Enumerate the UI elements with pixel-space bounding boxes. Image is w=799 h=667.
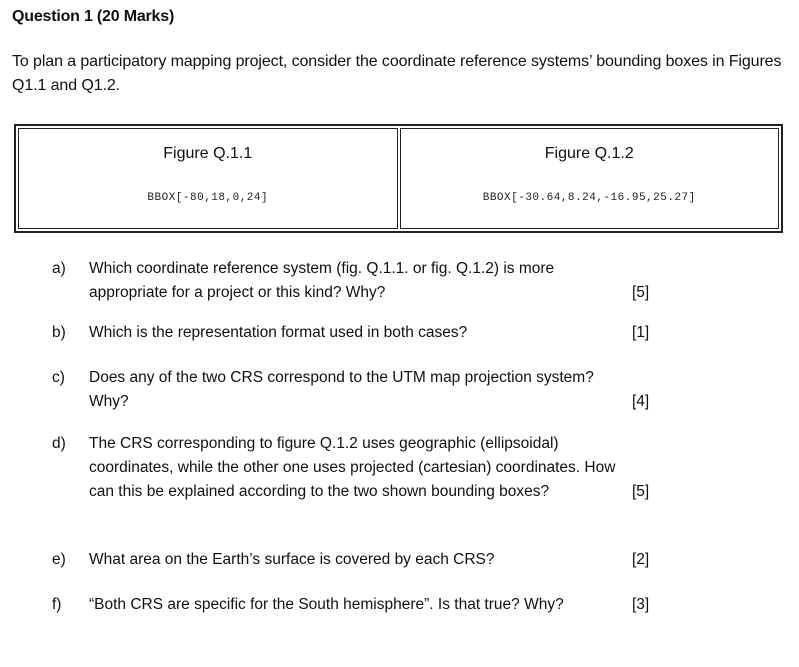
question-marks: [5] [632,483,650,500]
figure-caption: Figure Q.1.2 [544,145,634,162]
question-label: e) [52,551,66,568]
question-e [52,548,672,572]
question-text: Which coordinate reference system (fig. Q.1.1. or fig. Q.1.2) is more appropriate for a project or this kind? Why? [89,260,555,301]
question-marks: [4] [632,393,650,410]
question-label: b) [52,324,66,341]
question-marks: [5] [632,284,650,301]
bbox-text: BBOX[-80,18,0,24] [147,192,269,204]
figure-cell-q1-1 [18,128,398,229]
question-d [52,432,672,504]
question-label: f) [52,596,62,613]
question-marks: [3] [632,596,650,613]
question-a [52,257,672,305]
question-c [52,366,672,414]
figure-cell-q1-2 [400,128,780,229]
intro-paragraph: To plan a participatory mapping project, consider the coordinate reference systems’ bounding boxes in Figures Q1.1 and Q1.2. [12,53,782,94]
bbox-text: BBOX[-30.64,8.24,-16.95,25.27] [482,192,696,204]
question-marks: [1] [632,324,650,341]
figure-caption: Figure Q.1.1 [163,145,253,162]
question-text: What area on the Earth’s surface is covered by each CRS? [89,551,495,568]
figure-table [14,124,783,233]
question-label: c) [52,369,65,386]
question-text: Does any of the two CRS correspond to the UTM map projection system? Why? [89,369,594,410]
question-label: d) [52,435,66,452]
question-f [52,593,672,617]
question-text: “Both CRS are specific for the South hemisphere”. Is that true? Why? [89,596,564,613]
question-text: The CRS corresponding to figure Q.1.2 uses geographic (ellipsoidal) coordinates, while the other one uses projected (cartesian) coordinates. How can this be explained according to the two shown bounding boxes? [89,435,616,500]
question-b [52,321,672,345]
question-marks: [2] [632,551,650,568]
question-text: Which is the representation format used in both cases? [89,324,468,341]
question-title: Question 1 (20 Marks) [12,8,175,25]
question-label: a) [52,260,66,277]
